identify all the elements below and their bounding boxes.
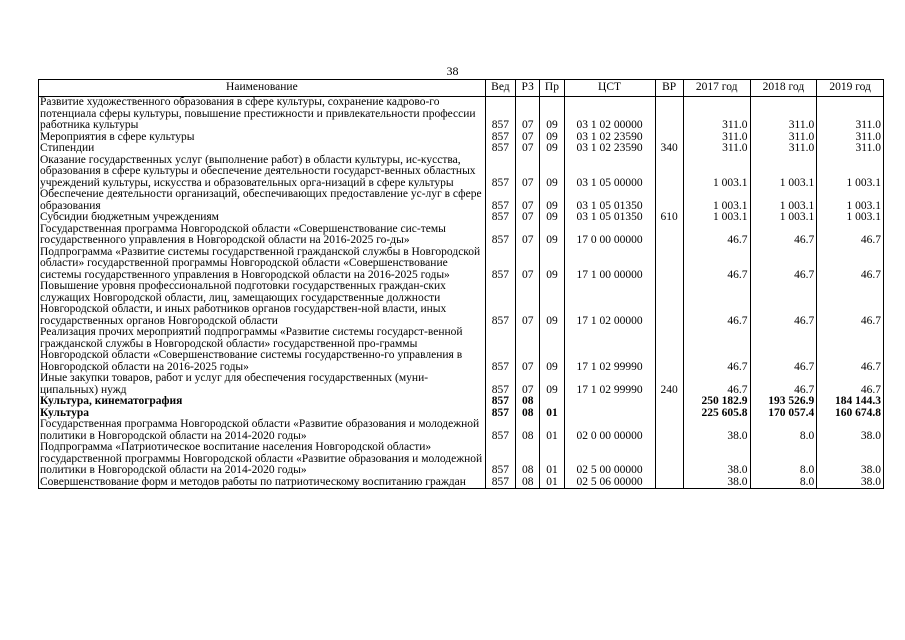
cell-vr: 340: [655, 143, 683, 155]
cell-pr: 09: [540, 155, 564, 190]
cell-vr: 240: [655, 373, 683, 396]
cell-name: Иные закупки товаров, работ и услуг для обеспечения государственных (муни-ципальных) нужд: [39, 373, 486, 396]
cell-2018: 46.7: [750, 373, 817, 396]
page-number: 38: [446, 64, 459, 78]
cell-pr: 09: [540, 373, 564, 396]
cell-2017: 1 003.1: [683, 189, 750, 212]
header-2019: 2019 год: [817, 80, 884, 97]
cell-cst: 17 1 02 00000: [564, 281, 655, 327]
cell-name: Государственная программа Новгородской области «Развитие образования и молодежной политики в Новгородской области на 2014-2020 годы»: [39, 419, 486, 442]
cell-2018: 1 003.1: [750, 189, 817, 212]
cell-cst: 17 0 00 00000: [564, 224, 655, 247]
budget-table: [38, 79, 884, 489]
table-header-row: [39, 80, 884, 97]
cell-vr: [655, 408, 683, 420]
cell-rz: 08: [516, 419, 540, 442]
cell-name: Подпрограмма «Патриотическое воспитание населения Новгородской области» государственной программы Новгородской области «Развитие образования и молодежной политики в Новгородской области на 2014-2020 годы»: [39, 442, 486, 477]
table-row: [39, 155, 884, 190]
cell-2019: 46.7: [817, 327, 884, 373]
table-row: [39, 419, 884, 442]
cell-pr: 01: [540, 477, 564, 489]
cell-rz: 07: [516, 143, 540, 155]
cell-2017: 311.0: [683, 97, 750, 132]
cell-2019: 1 003.1: [817, 212, 884, 224]
cell-2019: 311.0: [817, 132, 884, 144]
cell-ved: 857: [485, 155, 515, 190]
header-rz: РЗ: [516, 80, 540, 97]
cell-name: Повышение уровня профессиональной подготовки государственных граждан-ских служащих Новгородской области, лиц, замещающих государственные должности Новгородской области, и иных работников органов государствен-ной власти, иных государственных органов Новгородской области: [39, 281, 486, 327]
cell-cst: 02 5 06 00000: [564, 477, 655, 489]
cell-2018: 193 526.9: [750, 396, 817, 408]
cell-vr: [655, 247, 683, 282]
table-row: [39, 189, 884, 212]
cell-vr: [655, 442, 683, 477]
cell-ved: 857: [485, 408, 515, 420]
cell-2017: 1 003.1: [683, 212, 750, 224]
cell-cst: [564, 408, 655, 420]
cell-rz: 07: [516, 155, 540, 190]
cell-2019: 38.0: [817, 477, 884, 489]
header-name: Наименование: [39, 80, 486, 97]
cell-pr: 01: [540, 442, 564, 477]
header-2018: 2018 год: [750, 80, 817, 97]
cell-ved: 857: [485, 477, 515, 489]
cell-vr: [655, 327, 683, 373]
cell-cst: 03 1 02 00000: [564, 97, 655, 132]
table-row: [39, 373, 884, 396]
cell-cst: 17 1 02 99990: [564, 327, 655, 373]
cell-rz: 07: [516, 281, 540, 327]
cell-vr: [655, 224, 683, 247]
cell-ved: 857: [485, 396, 515, 408]
cell-2017: 311.0: [683, 132, 750, 144]
cell-rz: 07: [516, 373, 540, 396]
cell-2019: 38.0: [817, 419, 884, 442]
cell-pr: 09: [540, 132, 564, 144]
cell-2017: 46.7: [683, 247, 750, 282]
cell-rz: 08: [516, 396, 540, 408]
cell-2017: 46.7: [683, 224, 750, 247]
cell-2018: 46.7: [750, 247, 817, 282]
cell-2019: 38.0: [817, 442, 884, 477]
cell-ved: 857: [485, 281, 515, 327]
cell-rz: 07: [516, 212, 540, 224]
cell-vr: [655, 189, 683, 212]
cell-ved: 857: [485, 224, 515, 247]
cell-name: Стипендии: [39, 143, 486, 155]
header-ved: Вед: [485, 80, 515, 97]
cell-name: Подпрограмма «Развитие системы государственной гражданской службы в Новгородской области» государственной программы Новгородской области «Совершенствование системы государственного управления в Новгородской области на 2016-2025 годы»: [39, 247, 486, 282]
cell-2017: 38.0: [683, 442, 750, 477]
cell-2017: 46.7: [683, 281, 750, 327]
cell-name: Государственная программа Новгородской области «Совершенствование сис-темы государственного управления в Новгородской области на 2016-2025 го-ды»: [39, 224, 486, 247]
cell-ved: 857: [485, 97, 515, 132]
table-row: [39, 477, 884, 489]
table-row: [39, 224, 884, 247]
cell-pr: 09: [540, 143, 564, 155]
cell-pr: 01: [540, 419, 564, 442]
cell-2017: 38.0: [683, 477, 750, 489]
cell-pr: 09: [540, 247, 564, 282]
cell-2019: 311.0: [817, 143, 884, 155]
cell-pr: [540, 396, 564, 408]
cell-name: Развитие художественного образования в сфере культуры, сохранение кадрово-го потенциала сферы культуры, повышение престижности и привлекательности профессии работника культуры: [39, 97, 486, 132]
cell-2017: 225 605.8: [683, 408, 750, 420]
cell-ved: 857: [485, 189, 515, 212]
cell-ved: 857: [485, 212, 515, 224]
table-row: [39, 396, 884, 408]
cell-rz: 07: [516, 224, 540, 247]
cell-2019: 46.7: [817, 224, 884, 247]
cell-2017: 250 182.9: [683, 396, 750, 408]
cell-2018: 46.7: [750, 224, 817, 247]
cell-cst: 03 1 05 00000: [564, 155, 655, 190]
cell-vr: 610: [655, 212, 683, 224]
cell-pr: 09: [540, 97, 564, 132]
table-row: [39, 132, 884, 144]
cell-name: Оказание государственных услуг (выполнение работ) в области культуры, ис-кусства, образования в сфере культуры и обеспечение деятельности государст-венных областных учреждений культуры, искусства и образовательных орга-низаций в сфере культуры: [39, 155, 486, 190]
cell-2017: 46.7: [683, 373, 750, 396]
cell-rz: 07: [516, 132, 540, 144]
cell-pr: 09: [540, 189, 564, 212]
table-row: [39, 97, 884, 132]
cell-rz: 07: [516, 327, 540, 373]
cell-name: Культура: [39, 408, 486, 420]
cell-2019: 311.0: [817, 97, 884, 132]
cell-rz: 07: [516, 189, 540, 212]
table-row: [39, 143, 884, 155]
cell-name: Обеспечение деятельности организаций, обеспечивающих предоставление ус-луг в сфере образования: [39, 189, 486, 212]
cell-ved: 857: [485, 132, 515, 144]
cell-vr: [655, 419, 683, 442]
cell-pr: 09: [540, 212, 564, 224]
cell-vr: [655, 97, 683, 132]
cell-2018: 46.7: [750, 327, 817, 373]
table-row: [39, 212, 884, 224]
cell-cst: 03 1 05 01350: [564, 212, 655, 224]
cell-vr: [655, 281, 683, 327]
cell-name: Субсидии бюджетным учреждениям: [39, 212, 486, 224]
cell-2018: 311.0: [750, 143, 817, 155]
cell-cst: 17 1 00 00000: [564, 247, 655, 282]
cell-cst: 02 0 00 00000: [564, 419, 655, 442]
cell-cst: 17 1 02 99990: [564, 373, 655, 396]
cell-2018: 170 057.4: [750, 408, 817, 420]
cell-ved: 857: [485, 143, 515, 155]
cell-2018: 1 003.1: [750, 212, 817, 224]
cell-cst: [564, 396, 655, 408]
cell-2018: 8.0: [750, 442, 817, 477]
header-vr: ВР: [655, 80, 683, 97]
header-2017: 2017 год: [683, 80, 750, 97]
cell-2018: 1 003.1: [750, 155, 817, 190]
header-cst: ЦСТ: [564, 80, 655, 97]
cell-vr: [655, 155, 683, 190]
cell-2018: 8.0: [750, 477, 817, 489]
cell-2017: 38.0: [683, 419, 750, 442]
table-row: [39, 247, 884, 282]
cell-rz: 08: [516, 477, 540, 489]
table-row: [39, 442, 884, 477]
cell-name: Мероприятия в сфере культуры: [39, 132, 486, 144]
cell-2018: 46.7: [750, 281, 817, 327]
cell-2019: 1 003.1: [817, 189, 884, 212]
cell-ved: 857: [485, 442, 515, 477]
cell-rz: 08: [516, 408, 540, 420]
header-pr: Пр: [540, 80, 564, 97]
cell-2018: 311.0: [750, 132, 817, 144]
cell-2018: 8.0: [750, 419, 817, 442]
cell-name: Реализация прочих мероприятий подпрограммы «Развитие системы государст-венной гражданской службы в Новгородской области» государственной про-граммы Новгородской области «Совершенствование системы государственно-го управления в Новгородской области на 2016-2025 годы»: [39, 327, 486, 373]
cell-2017: 1 003.1: [683, 155, 750, 190]
cell-cst: 03 1 05 01350: [564, 189, 655, 212]
cell-2019: 184 144.3: [817, 396, 884, 408]
cell-2017: 311.0: [683, 143, 750, 155]
cell-pr: 01: [540, 408, 564, 420]
cell-pr: 09: [540, 224, 564, 247]
cell-2019: 160 674.8: [817, 408, 884, 420]
cell-2018: 311.0: [750, 97, 817, 132]
cell-vr: [655, 396, 683, 408]
cell-ved: 857: [485, 327, 515, 373]
cell-2019: 46.7: [817, 247, 884, 282]
cell-cst: 03 1 02 23590: [564, 143, 655, 155]
cell-cst: 03 1 02 23590: [564, 132, 655, 144]
table-row: [39, 327, 884, 373]
cell-2019: 46.7: [817, 373, 884, 396]
cell-pr: 09: [540, 281, 564, 327]
cell-vr: [655, 477, 683, 489]
cell-2019: 1 003.1: [817, 155, 884, 190]
cell-ved: 857: [485, 373, 515, 396]
cell-rz: 07: [516, 247, 540, 282]
cell-cst: 02 5 00 00000: [564, 442, 655, 477]
cell-rz: 08: [516, 442, 540, 477]
cell-2017: 46.7: [683, 327, 750, 373]
cell-rz: 07: [516, 97, 540, 132]
cell-2019: 46.7: [817, 281, 884, 327]
table-body: [39, 97, 884, 489]
cell-name: Совершенствование форм и методов работы по патриотическому воспитанию граждан: [39, 477, 486, 489]
table-row: [39, 281, 884, 327]
cell-pr: 09: [540, 327, 564, 373]
cell-ved: 857: [485, 247, 515, 282]
cell-name: Культура, кинематография: [39, 396, 486, 408]
cell-ved: 857: [485, 419, 515, 442]
